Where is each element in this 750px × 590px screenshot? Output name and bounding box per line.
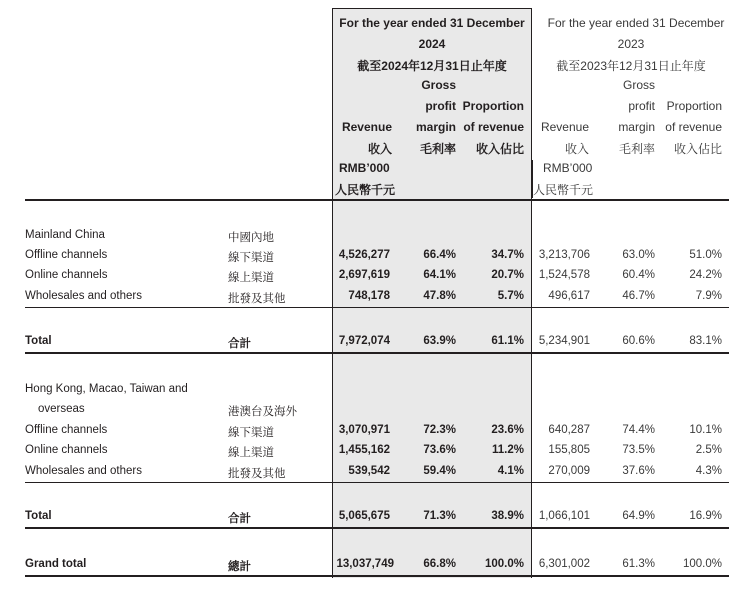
header-2023-unit-zh: 人民幣千元 xyxy=(533,183,594,197)
rev-2024: 2,697,619 xyxy=(338,269,390,281)
rev-2023: 270,009 xyxy=(548,465,590,477)
header-2023-gpm-l3: margin xyxy=(618,120,655,134)
prop-2024: 61.1% xyxy=(491,335,524,347)
header-2023-prop-zh: 收入佔比 xyxy=(673,142,722,156)
gpm-2023: 74.4% xyxy=(622,424,655,436)
header-2024-unit-zh: 人民幣千元 xyxy=(335,183,396,197)
prop-2023: 83.1% xyxy=(689,335,722,347)
header-2023-unit: RMB’000 xyxy=(543,161,593,175)
section-label-mainland-zh: 中國內地 xyxy=(228,232,274,244)
prop-2024: 20.7% xyxy=(491,269,524,281)
rev-2024: 3,070,971 xyxy=(338,424,390,436)
grand-total-rule xyxy=(25,575,729,577)
header-2024-revenue-zh: 收入 xyxy=(367,142,392,156)
prop-2024: 23.6% xyxy=(491,424,524,436)
prop-2023: 2.5% xyxy=(695,444,722,456)
gpm-2024: 71.3% xyxy=(423,510,456,522)
header-rule xyxy=(25,199,729,201)
prop-2024: 4.1% xyxy=(497,465,524,477)
gpm-2023: 60.4% xyxy=(622,269,655,281)
gpm-2023: 61.3% xyxy=(622,558,655,570)
header-2024-line1: For the year ended 31 December xyxy=(339,16,525,30)
header-2024-prop-zh: 收入佔比 xyxy=(475,142,524,156)
rev-2024: 1,455,162 xyxy=(338,444,390,456)
header-2023-prop-l1: Proportion xyxy=(666,99,722,113)
prop-2023: 51.0% xyxy=(689,249,722,261)
row-label-zh: 線下渠道 xyxy=(228,252,274,264)
total-label: Total xyxy=(25,510,52,522)
gpm-2024: 66.4% xyxy=(423,249,456,261)
header-2023-revenue-zh: 收入 xyxy=(564,142,589,156)
prop-2024: 38.9% xyxy=(491,510,524,522)
overseas-total-rule xyxy=(25,527,729,529)
gpm-2023: 64.9% xyxy=(622,510,655,522)
section-label-overseas-l1: Hong Kong, Macao, Taiwan and xyxy=(25,383,188,395)
header-2023-revenue: Revenue xyxy=(540,120,589,134)
prop-2023: 7.9% xyxy=(695,290,722,302)
grand-total-label: Grand total xyxy=(25,558,87,570)
rev-2023: 1,524,578 xyxy=(538,269,590,281)
rev-2023: 640,287 xyxy=(548,424,590,436)
row-label-zh: 線上渠道 xyxy=(228,272,274,284)
row-label-zh: 線上渠道 xyxy=(228,447,274,459)
mainland-total-rule xyxy=(25,352,729,354)
gpm-2024: 63.9% xyxy=(423,335,456,347)
header-2023-prop-l2: of revenue xyxy=(665,120,722,134)
row-label-zh: 批發及其他 xyxy=(228,293,286,305)
header-2023-gpm-l2: profit xyxy=(628,99,655,113)
header-2024-revenue: Revenue xyxy=(341,120,392,134)
prop-2024: 100.0% xyxy=(484,558,524,570)
row-label: Online channels xyxy=(25,269,108,281)
row-label: Offline channels xyxy=(25,424,108,436)
total-label-zh: 合計 xyxy=(228,338,251,350)
overseas-subtotal-rule xyxy=(25,482,729,483)
gpm-2023: 73.5% xyxy=(622,444,655,456)
gpm-2023: 63.0% xyxy=(622,249,655,261)
header-2023-year: 2023 xyxy=(617,37,645,51)
section-label-overseas-zh: 港澳台及海外 xyxy=(228,406,297,418)
rev-2023: 1,066,101 xyxy=(538,510,590,522)
header-2023-zh: 截至2023年12月31日止年度 xyxy=(556,59,706,73)
gpm-2023: 46.7% xyxy=(622,290,655,302)
header-2024-prop-l2: of revenue xyxy=(463,120,524,134)
section-label-overseas-l2: overseas xyxy=(38,403,85,415)
gpm-2024: 64.1% xyxy=(423,269,456,281)
total-label-zh: 合計 xyxy=(228,513,251,525)
row-label: Wholesales and others xyxy=(25,290,142,302)
prop-2023: 24.2% xyxy=(689,269,722,281)
header-2024-year: 2024 xyxy=(418,37,446,51)
prop-2023: 100.0% xyxy=(682,558,722,570)
gpm-2024: 59.4% xyxy=(423,465,456,477)
header-2024-gpm-l2: profit xyxy=(425,99,456,113)
header-2023-gpm-l1: Gross xyxy=(622,78,655,92)
rev-2023: 3,213,706 xyxy=(538,249,590,261)
prop-2024: 5.7% xyxy=(497,290,524,302)
rev-2024: 748,178 xyxy=(348,290,390,302)
rev-2024: 13,037,749 xyxy=(336,558,394,570)
header-2024-unit: RMB’000 xyxy=(339,161,390,175)
header-2023-gpm-zh: 毛利率 xyxy=(618,142,655,156)
header-2023-line1: For the year ended 31 December xyxy=(547,16,725,30)
header-2024-zh: 截至2024年12月31日止年度 xyxy=(357,59,507,73)
rev-2024: 7,972,074 xyxy=(338,335,390,347)
gpm-2024: 73.6% xyxy=(423,444,456,456)
header-2024-gpm-l1: Gross xyxy=(421,78,456,92)
rev-2023: 155,805 xyxy=(548,444,590,456)
mainland-subtotal-rule xyxy=(25,307,729,308)
total-label: Total xyxy=(25,335,52,347)
rev-2024: 539,542 xyxy=(348,465,390,477)
prop-2023: 4.3% xyxy=(695,465,722,477)
prop-2024: 34.7% xyxy=(491,249,524,261)
unit-divider xyxy=(532,160,533,198)
rev-2024: 5,065,675 xyxy=(338,510,390,522)
section-label-mainland: Mainland China xyxy=(25,229,105,241)
row-label-zh: 批發及其他 xyxy=(228,468,286,480)
gpm-2024: 72.3% xyxy=(423,424,456,436)
gpm-2024: 66.8% xyxy=(423,558,456,570)
row-label-zh: 線下渠道 xyxy=(228,427,274,439)
rev-2024: 4,526,277 xyxy=(338,249,390,261)
gpm-2023: 37.6% xyxy=(622,465,655,477)
row-label: Online channels xyxy=(25,444,108,456)
row-label: Offline channels xyxy=(25,249,108,261)
gpm-2024: 47.8% xyxy=(423,290,456,302)
rev-2023: 5,234,901 xyxy=(538,335,590,347)
prop-2023: 10.1% xyxy=(689,424,722,436)
prop-2024: 11.2% xyxy=(492,444,524,456)
gpm-2023: 60.6% xyxy=(622,335,655,347)
rev-2023: 6,301,002 xyxy=(538,558,590,570)
rev-2023: 496,617 xyxy=(548,290,590,302)
header-2024-gpm-l3: margin xyxy=(415,120,456,134)
header-2024-gpm-zh: 毛利率 xyxy=(419,142,456,156)
row-label: Wholesales and others xyxy=(25,465,142,477)
header-2024-prop-l1: Proportion xyxy=(462,99,524,113)
grand-total-label-zh: 總計 xyxy=(228,561,251,573)
prop-2023: 16.9% xyxy=(689,510,722,522)
